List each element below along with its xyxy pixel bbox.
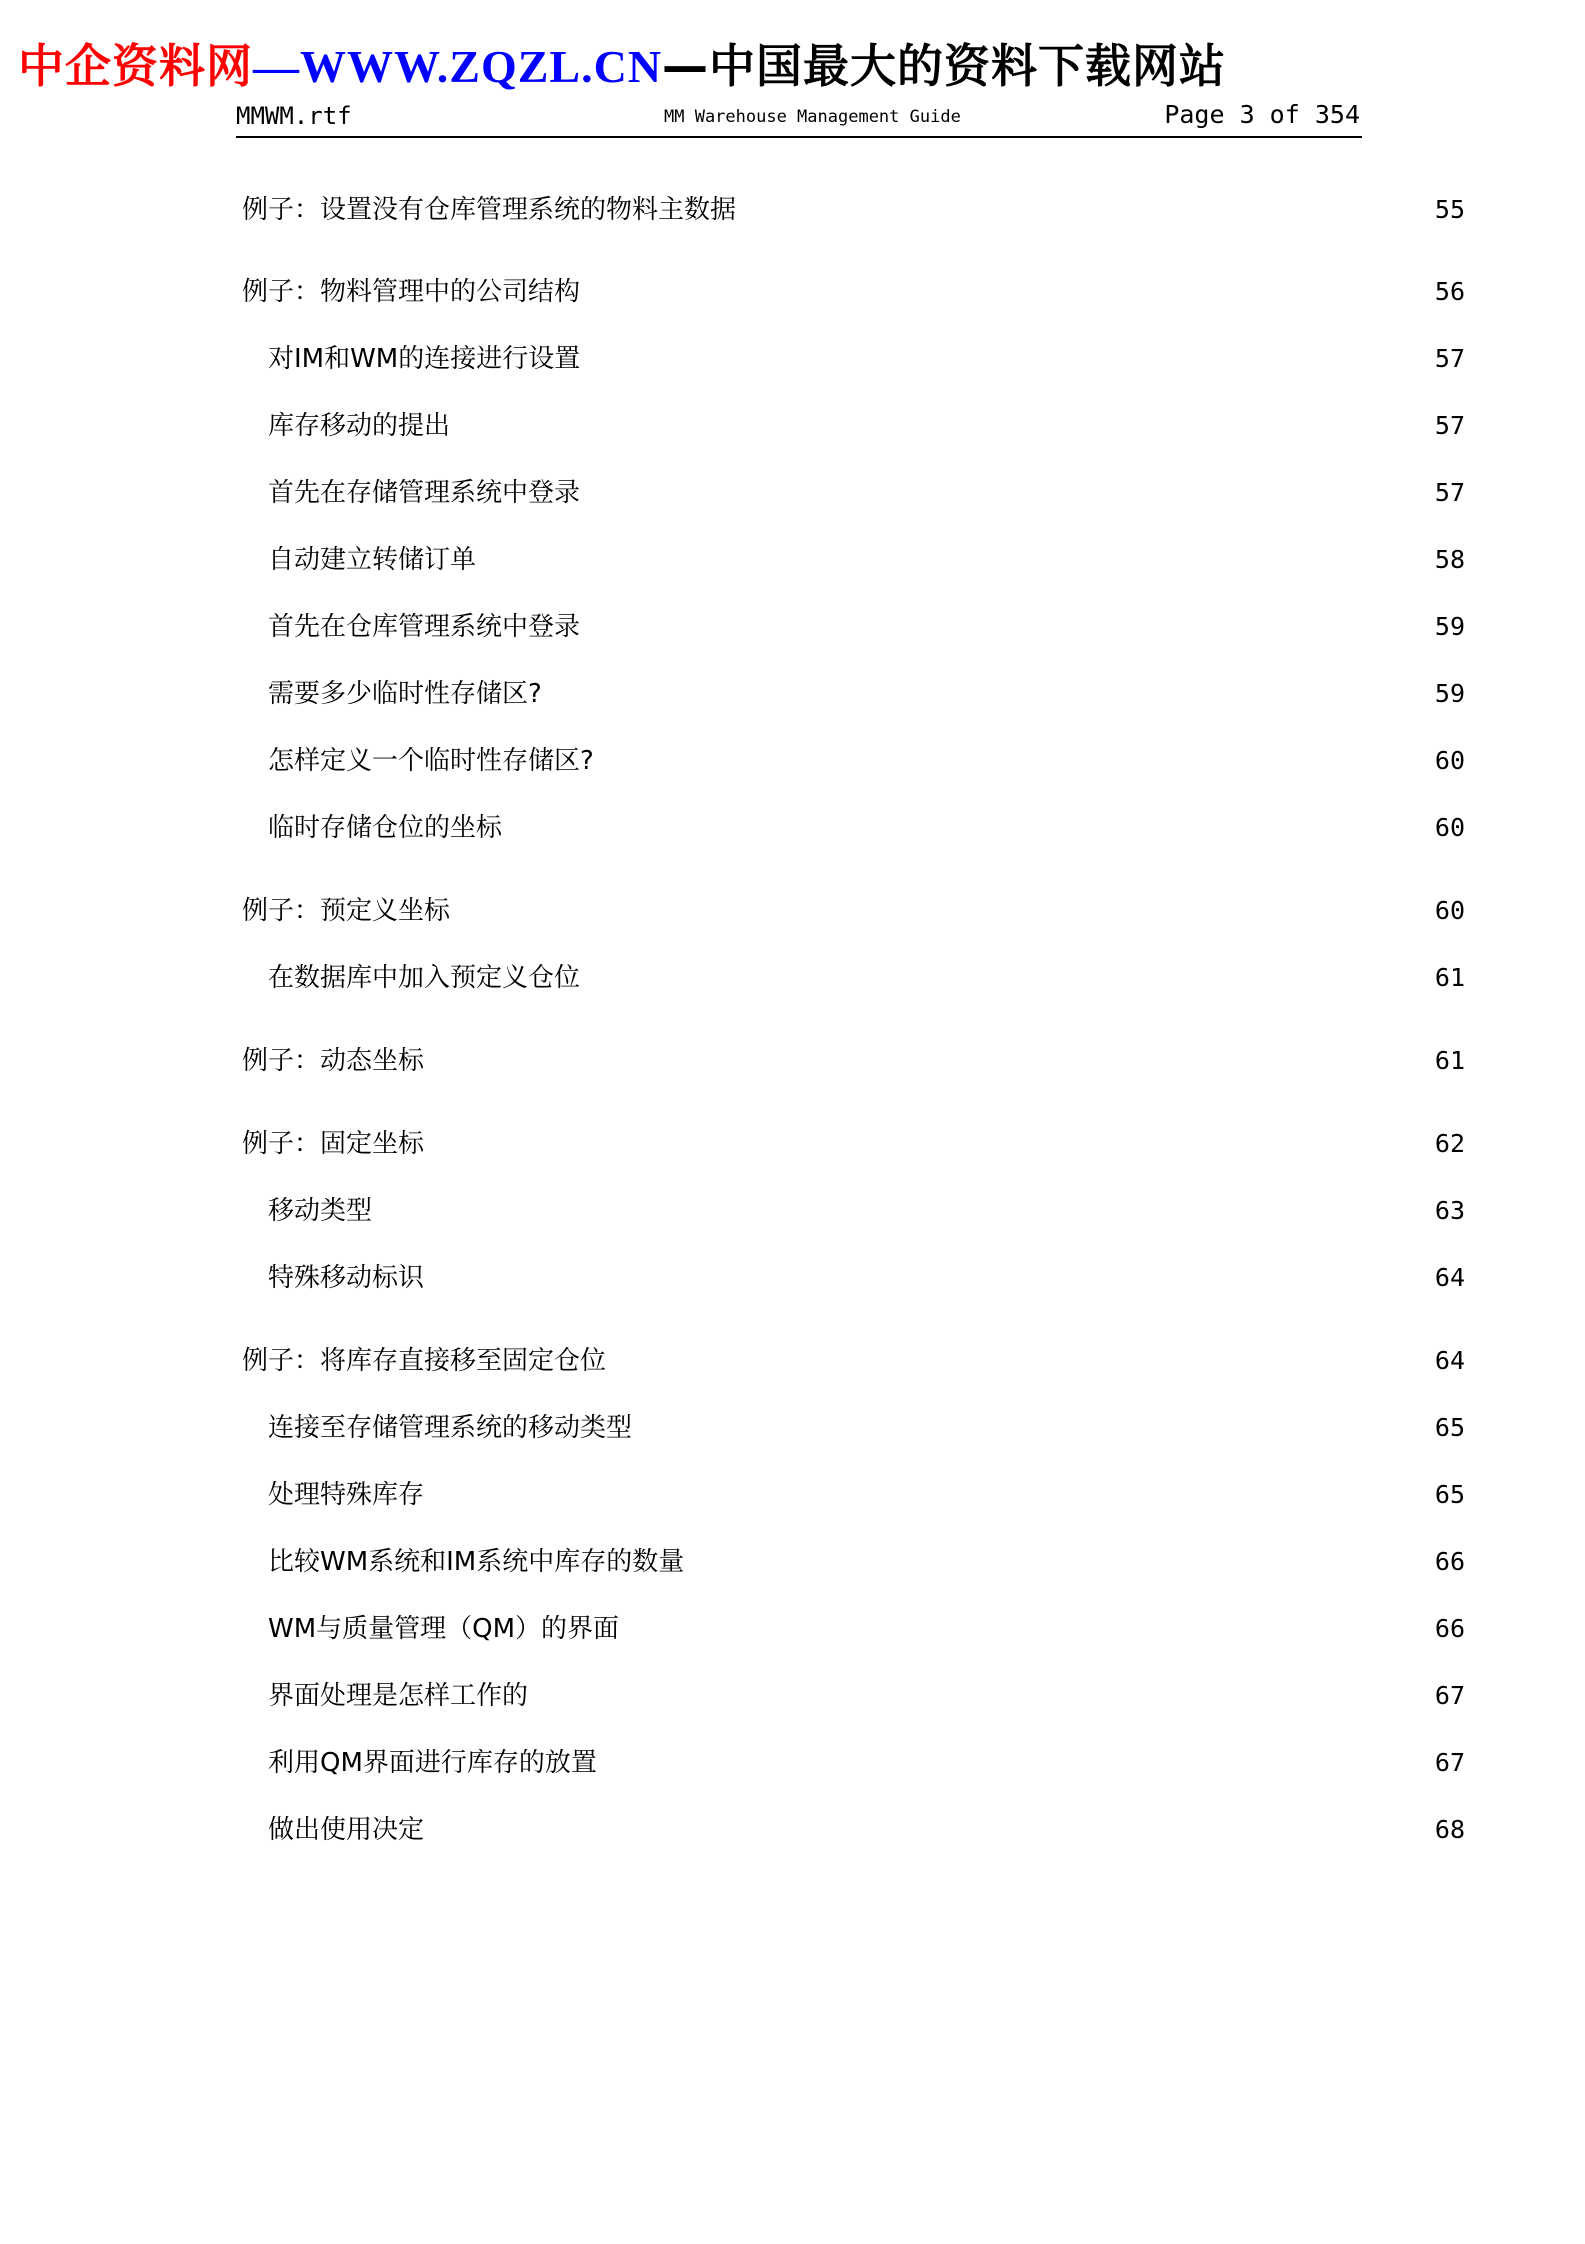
toc-entry-title: 界面处理是怎样工作的 [268,1681,529,1711]
toc-entry-title: 例子：物料管理中的公司结构 [242,277,581,307]
toc-entry-title: 例子：预定义坐标 [242,896,451,926]
toc-entry[interactable] [0,674,1585,714]
toc-entry-page-number: 60 [1434,896,1465,925]
toc-entry-title: 移动类型 [268,1196,373,1226]
toc-entry-page-number: 58 [1434,545,1465,574]
toc-entry-page-number: 56 [1434,277,1465,306]
toc-entry-title: 处理特殊库存 [268,1480,425,1510]
toc-entry[interactable] [0,406,1585,446]
toc-entry[interactable] [0,272,1585,312]
toc-entry[interactable] [0,741,1585,781]
toc-entry-page-number: 68 [1434,1815,1465,1844]
toc-entry[interactable] [0,1191,1585,1231]
toc-entry-page-number: 64 [1434,1263,1465,1292]
toc-entry-title: 特殊移动标识 [268,1263,425,1293]
toc-entry-page-number: 57 [1434,411,1465,440]
toc-entry-title: WM与质量管理（QM）的界面 [268,1614,620,1644]
page-header [236,98,1362,138]
toc-entry-page-number: 64 [1434,1346,1465,1375]
toc-entry[interactable] [0,339,1585,379]
toc-entry-title: 库存移动的提出 [268,411,451,441]
toc-entry[interactable] [0,1743,1585,1783]
toc-entry-title: 做出使用决定 [268,1815,425,1845]
toc-entry-title: 比较WM系统和IM系统中库存的数量 [268,1547,685,1577]
toc-entry-page-number: 60 [1434,813,1465,842]
toc-entry[interactable] [0,1124,1585,1164]
toc-entry[interactable] [0,891,1585,931]
header-page-info: Page 3 of 354 [1164,100,1360,129]
toc-entry[interactable] [0,1341,1585,1381]
toc-entry-title: 临时存储仓位的坐标 [268,813,503,843]
toc-entry-page-number: 65 [1434,1480,1465,1509]
toc-entry[interactable] [0,958,1585,998]
banner-url: —WWW.ZQZL.CN [253,41,663,92]
toc-entry-page-number: 60 [1434,746,1465,775]
toc-entry-title: 利用QM界面进行库存的放置 [268,1748,597,1778]
toc-entry-title: 在数据库中加入预定义仓位 [268,963,581,993]
toc-entry-page-number: 61 [1434,1046,1465,1075]
banner-slogan: —中国最大的资料下载网站 [662,39,1227,93]
toc-entry[interactable] [0,190,1585,230]
toc-entry-page-number: 66 [1434,1614,1465,1643]
toc-entry-page-number: 67 [1434,1748,1465,1777]
toc-entry-page-number: 65 [1434,1413,1465,1442]
banner-site-name: 中企资料网 [18,39,253,93]
toc-entry-page-number: 59 [1434,612,1465,641]
toc-entry-page-number: 57 [1434,478,1465,507]
toc-entry[interactable] [0,1676,1585,1716]
toc-entry-title: 例子：设置没有仓库管理系统的物料主数据 [242,195,737,225]
toc-entry-title: 连接至存储管理系统的移动类型 [268,1413,633,1443]
toc-entry[interactable] [0,1810,1585,1850]
toc-entry-title: 例子：固定坐标 [242,1129,425,1159]
site-banner [18,38,1226,95]
toc-entry[interactable] [0,1258,1585,1298]
toc-entry-page-number: 61 [1434,963,1465,992]
toc-entry-title: 例子：动态坐标 [242,1046,425,1076]
toc-entry-page-number: 59 [1434,679,1465,708]
toc-entry[interactable] [0,607,1585,647]
toc-entry[interactable] [0,1041,1585,1081]
toc-entry-title: 对IM和WM的连接进行设置 [268,344,581,374]
header-doc-title: MM Warehouse Management Guide [664,107,961,127]
toc-entry-title: 需要多少临时性存储区? [268,679,542,709]
toc-entry[interactable] [0,473,1585,513]
toc-entry[interactable] [0,808,1585,848]
toc-entry-page-number: 62 [1434,1129,1465,1158]
toc-entry[interactable] [0,1542,1585,1582]
header-filename: MMWM.rtf [236,102,352,130]
toc-entry[interactable] [0,540,1585,580]
toc-entry-title: 怎样定义一个临时性存储区? [268,746,594,776]
toc-entry-page-number: 66 [1434,1547,1465,1576]
toc-entry-page-number: 67 [1434,1681,1465,1710]
toc-entry-title: 首先在存储管理系统中登录 [268,478,581,508]
toc-entry-title: 例子：将库存直接移至固定仓位 [242,1346,607,1376]
toc-entry-title: 自动建立转储订单 [268,545,477,575]
toc-entry-page-number: 57 [1434,344,1465,373]
toc-entry-title: 首先在仓库管理系统中登录 [268,612,581,642]
toc-entry[interactable] [0,1408,1585,1448]
toc-entry[interactable] [0,1609,1585,1649]
toc-entry[interactable] [0,1475,1585,1515]
toc-entry-page-number: 63 [1434,1196,1465,1225]
toc-entry-page-number: 55 [1434,195,1465,224]
